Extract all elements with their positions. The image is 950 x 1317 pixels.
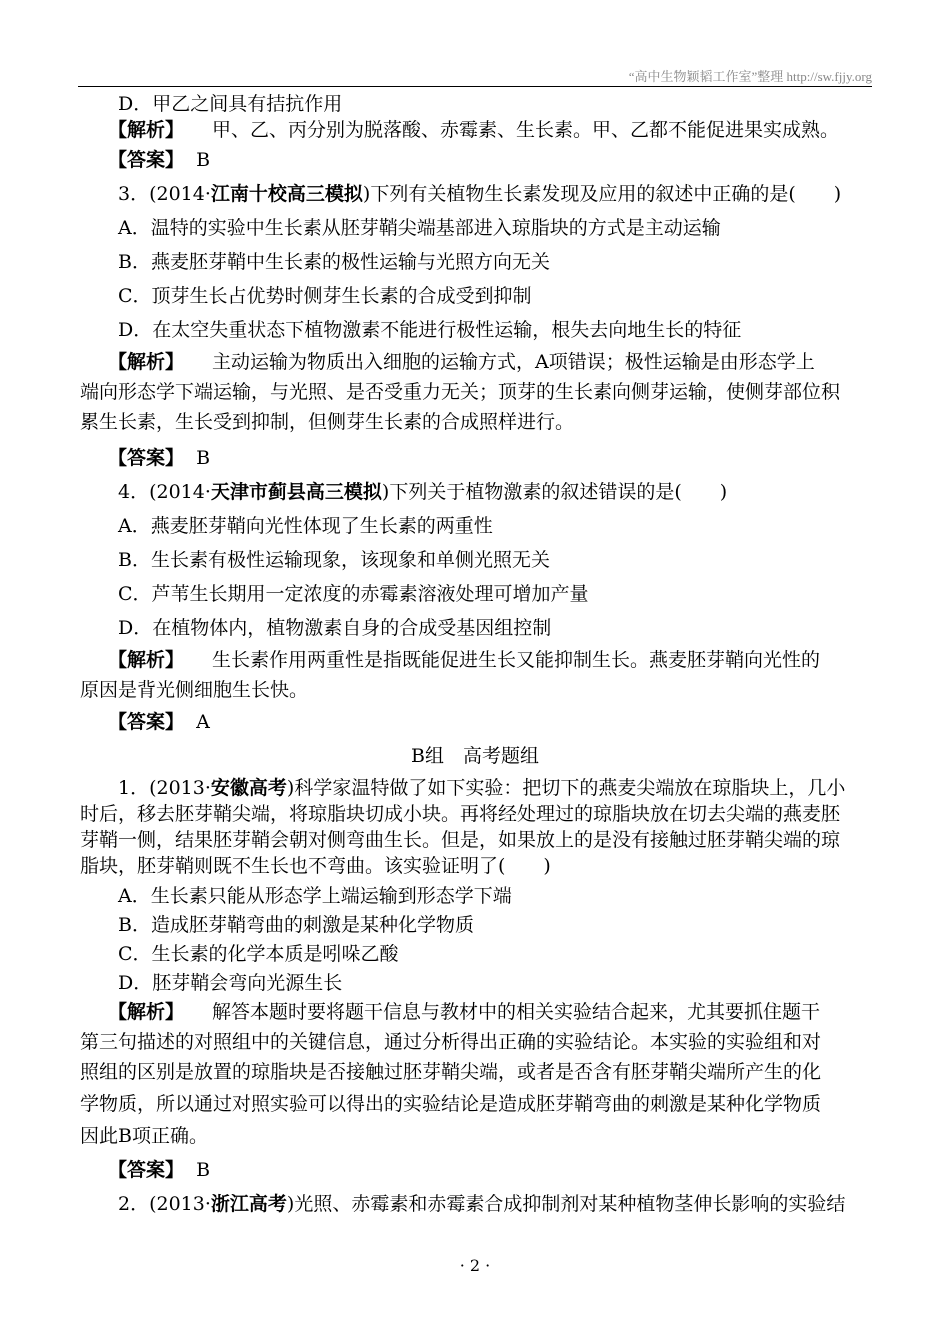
option-b: B．燕麦胚芽鞘中生长素的极性运输与光照方向无关 <box>118 251 550 273</box>
analysis-line: 原因是背光侧细胞生长快。 <box>80 679 309 701</box>
question-line: 脂块，胚芽鞘则既不生长也不弯曲。该实验证明了( ) <box>80 855 551 877</box>
question-source: 安徽高考 <box>210 777 287 799</box>
answer-label: 【答案】 <box>108 1159 185 1181</box>
analysis-paragraph: 【解析】 主动运输为物质出入细胞的运输方式，A项错误；极性运输是由形态学上 <box>108 351 815 373</box>
question-source: 天津市蓟县高三模拟 <box>210 481 382 503</box>
option-d: D．胚芽鞘会弯向光源生长 <box>118 972 343 994</box>
analysis-label: 【解析】 <box>108 649 185 671</box>
analysis-paragraph: 【解析】 生长素作用两重性是指既能促进生长又能抑制生长。燕麦胚芽鞘向光性的 <box>108 649 821 671</box>
section-heading: B组 高考题组 <box>411 745 539 767</box>
analysis-line: 第三句描述的对照组中的关键信息，通过分析得出正确的实验结论。本实验的实验组和对 <box>80 1031 822 1053</box>
question-line: 时后，移去胚芽鞘尖端，将琼脂块切成小块。再将经处理过的琼脂块放在切去尖端的燕麦胚 <box>80 803 841 825</box>
analysis-line: 因此B项正确。 <box>80 1125 208 1147</box>
option-a: A．生长素只能从形态学上端运输到形态学下端 <box>118 885 512 907</box>
analysis-label: 【解析】 <box>108 119 185 141</box>
option-a: A．温特的实验中生长素从胚芽鞘尖端基部进入琼脂块的方式是主动运输 <box>118 217 721 239</box>
option-d: D．在植物体内，植物激素自身的合成受基因组控制 <box>118 617 552 639</box>
page-header: “高中生物颖韬工作室”整理 http://sw.fjjy.org <box>628 69 872 84</box>
option-b: B．生长素有极性运输现象，该现象和单侧光照无关 <box>118 549 550 571</box>
answer-line: 【答案】 B <box>108 447 211 469</box>
page-number: · 2 · <box>459 1256 491 1275</box>
option-a: A．燕麦胚芽鞘向光性体现了生长素的两重性 <box>118 515 493 537</box>
question-2: 2．(2013·浙江高考)光照、赤霉素和赤霉素合成抑制剂对某种植物茎伸长影响的实验结 <box>118 1193 846 1215</box>
question-line: 芽鞘一侧，结果胚芽鞘会朝对侧弯曲生长。但是，如果放上的是没有接触过胚芽鞘尖端的琼 <box>80 829 841 851</box>
option-d: D．在太空失重状态下植物激素不能进行极性运输，根失去向地生长的特征 <box>118 319 742 341</box>
question-source: 浙江高考 <box>210 1193 287 1215</box>
answer-line: 【答案】 B <box>108 1159 211 1181</box>
analysis-line: 学物质，所以通过对照实验可以得出的实验结论是造成胚芽鞘弯曲的刺激是某种化学物质 <box>80 1093 822 1115</box>
option-c: C．顶芽生长占优势时侧芽生长素的合成受到抑制 <box>118 285 532 307</box>
analysis-paragraph: 【解析】 解答本题时要将题干信息与教材中的相关实验结合起来，尤其要抓住题干 <box>108 1001 821 1023</box>
analysis-line: 端向形态学下端运输，与光照、是否受重力无关；顶芽的生长素向侧芽运输，使侧芽部位积 <box>80 381 841 403</box>
analysis-line: 累生长素，生长受到抑制，但侧芽生长素的合成照样进行。 <box>80 411 575 433</box>
answer-line: 【答案】 A <box>108 711 210 733</box>
analysis-label: 【解析】 <box>108 351 185 373</box>
header-rule <box>78 86 872 87</box>
analysis-paragraph: 【解析】 甲、乙、丙分别为脱落酸、赤霉素、生长素。甲、乙都不能促进果实成熟。 <box>108 119 840 141</box>
analysis-label: 【解析】 <box>108 1001 185 1023</box>
question-source: 江南十校高三模拟 <box>210 183 363 205</box>
analysis-line: 照组的区别是放置的琼脂块是否接触过胚芽鞘尖端，或者是否含有胚芽鞘尖端所产生的化 <box>80 1061 822 1083</box>
answer-label: 【答案】 <box>108 149 185 171</box>
option-d: D．甲乙之间具有拮抗作用 <box>118 93 343 115</box>
question-1: 1．(2013·安徽高考)科学家温特做了如下实验：把切下的燕麦尖端放在琼脂块上，几小 <box>118 777 846 799</box>
option-c: C．生长素的化学本质是吲哚乙酸 <box>118 943 399 965</box>
answer-label: 【答案】 <box>108 447 185 469</box>
option-b: B．造成胚芽鞘弯曲的刺激是某种化学物质 <box>118 914 474 936</box>
question-3: 3．(2014·江南十校高三模拟)下列有关植物生长素发现及应用的叙述中正确的是( ) <box>118 183 842 205</box>
answer-label: 【答案】 <box>108 711 185 733</box>
answer-line: 【答案】 B <box>108 149 211 171</box>
option-c: C．芦苇生长期用一定浓度的赤霉素溶液处理可增加产量 <box>118 583 589 605</box>
question-4: 4．(2014·天津市蓟县高三模拟)下列关于植物激素的叙述错误的是( ) <box>118 481 728 503</box>
